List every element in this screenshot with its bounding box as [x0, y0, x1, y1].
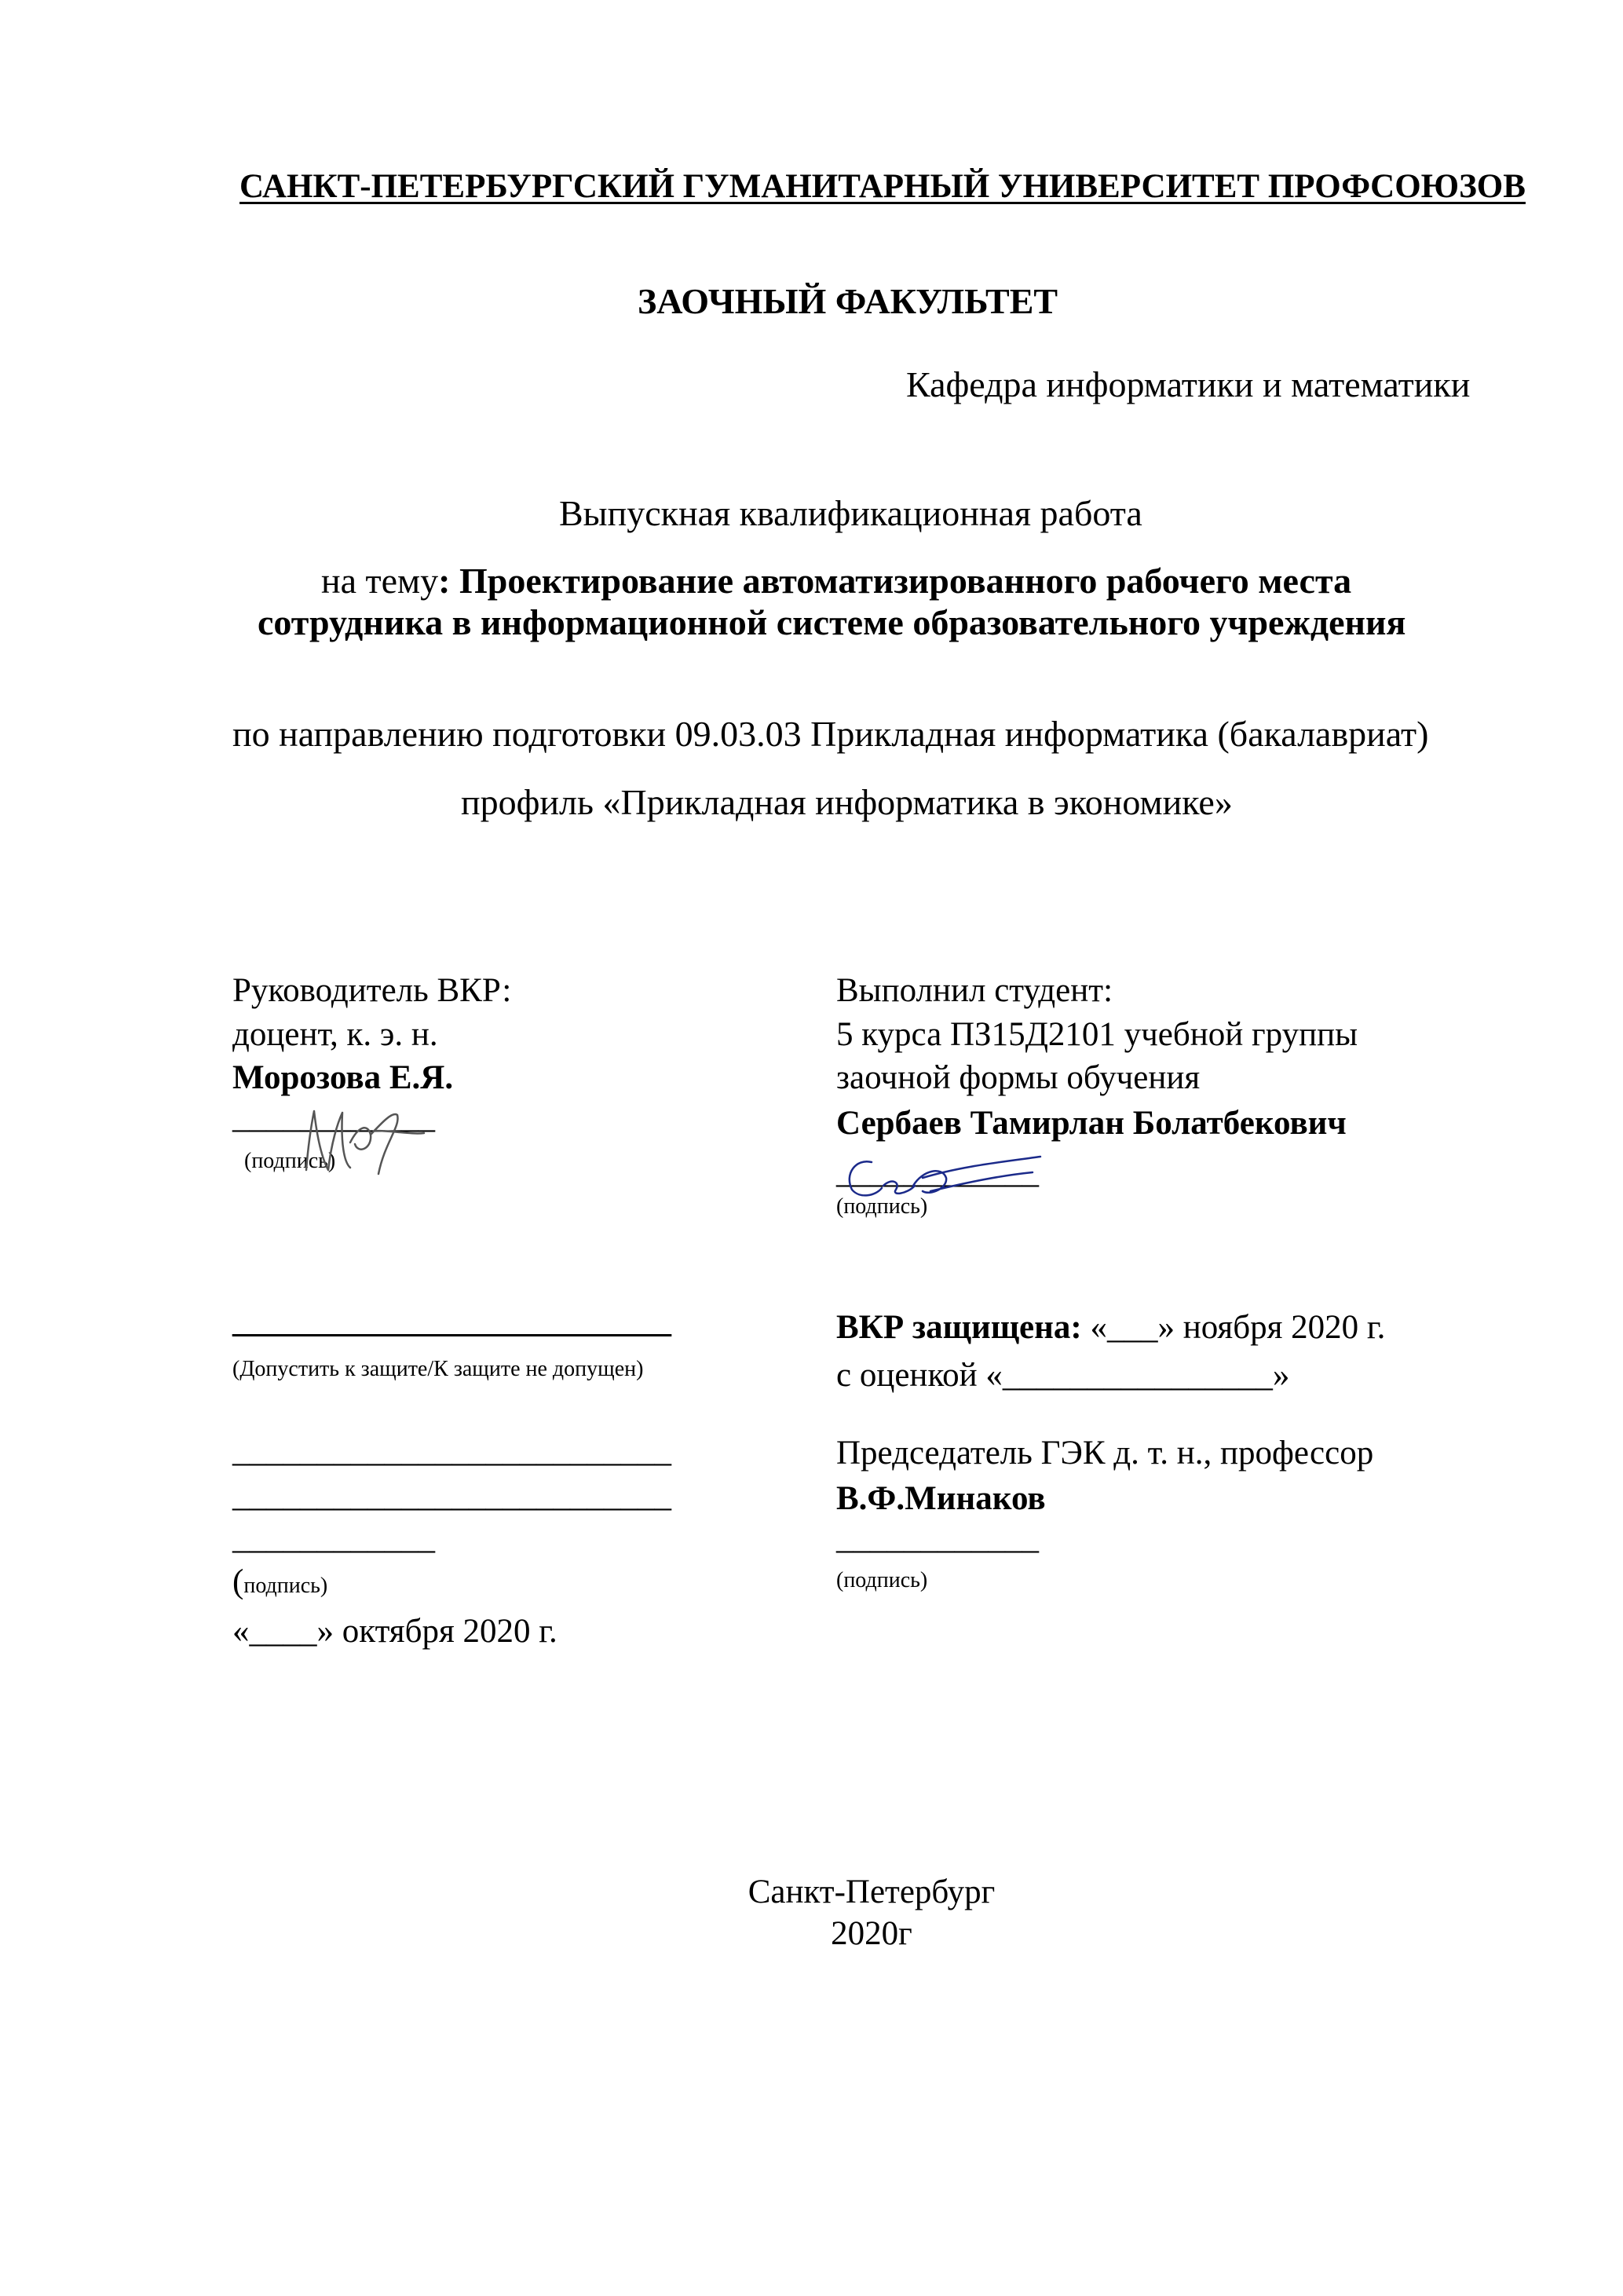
- student-label: Выполнил студент:: [836, 972, 1113, 1009]
- topic-line-2: сотрудника в информационной системе образовательного учреждения: [258, 602, 1406, 642]
- defense-date: «___» ноября 2020 г.: [1081, 1309, 1386, 1346]
- admission-line: __________________________: [232, 1303, 671, 1340]
- supervisor-label: Руководитель ВКР:: [232, 972, 512, 1009]
- supervisor-sign-line: ____________: [232, 1099, 435, 1135]
- student-name: Сербаев Тамирлан Болатбекович: [836, 1105, 1347, 1142]
- committee-line-1: __________________________: [232, 1432, 671, 1469]
- student-sign-caption: (подпись): [836, 1194, 928, 1219]
- defense-label: ВКР защищена:: [836, 1309, 1082, 1346]
- student-sign-line: ____________: [836, 1153, 1039, 1190]
- topic-line-1: [321, 560, 1351, 602]
- admission-caption: (Допустить к защите/К защите не допущен): [232, 1357, 644, 1381]
- chair-label: Председатель ГЭК д. т. н., профессор: [836, 1435, 1374, 1472]
- caption-open-paren: (: [232, 1563, 244, 1600]
- student-form: заочной формы обучения: [836, 1059, 1201, 1096]
- committee-line-2: __________________________: [232, 1477, 671, 1514]
- chair-sign-line: ____________: [836, 1519, 1039, 1556]
- supervisor-name: Морозова Е.Я.: [232, 1059, 454, 1096]
- caption-text: подпись): [243, 1574, 328, 1598]
- supervisor-sign-caption: (подпись): [244, 1149, 336, 1173]
- chair-sign-caption: (подпись): [836, 1568, 928, 1592]
- supervisor-title: доцент, к. э. н.: [232, 1016, 438, 1053]
- committee-line-3: ____________: [232, 1519, 435, 1556]
- supervisor-signature: [283, 1095, 432, 1182]
- admission-date: «____» октября 2020 г.: [232, 1613, 557, 1650]
- topic-prefix: на тему: [321, 561, 439, 601]
- department-name: Кафедра информатики и математики: [906, 364, 1471, 404]
- direction: по направлению подготовки 09.03.03 Прикладная информатика (бакалавриат): [232, 714, 1429, 754]
- defense-line: [836, 1308, 1385, 1347]
- defense-grade: с оценкой «________________»: [836, 1357, 1290, 1394]
- city: Санкт-Петербург: [748, 1874, 996, 1910]
- student-signature: [813, 1143, 1064, 1221]
- university-name: САНКТ-ПЕТЕРБУРГСКИЙ ГУМАНИТАРНЫЙ УНИВЕРСИТЕТ ПРОФСОЮЗОВ: [239, 168, 1526, 205]
- topic-title-part-1: : Проектирование автоматизированного рабочего места: [438, 561, 1352, 601]
- committee-sign-caption: [232, 1563, 327, 1602]
- student-course: 5 курса ПЗ15Д2101 учебной группы: [836, 1016, 1358, 1053]
- year: 2020г: [831, 1915, 912, 1952]
- work-type: Выпускная квалификационная работа: [559, 493, 1142, 533]
- profile: профиль «Прикладная информатика в экономике»: [461, 782, 1233, 822]
- chair-name: В.Ф.Минаков: [836, 1480, 1046, 1517]
- faculty-name: ЗАОЧНЫЙ ФАКУЛЬТЕТ: [638, 281, 1058, 321]
